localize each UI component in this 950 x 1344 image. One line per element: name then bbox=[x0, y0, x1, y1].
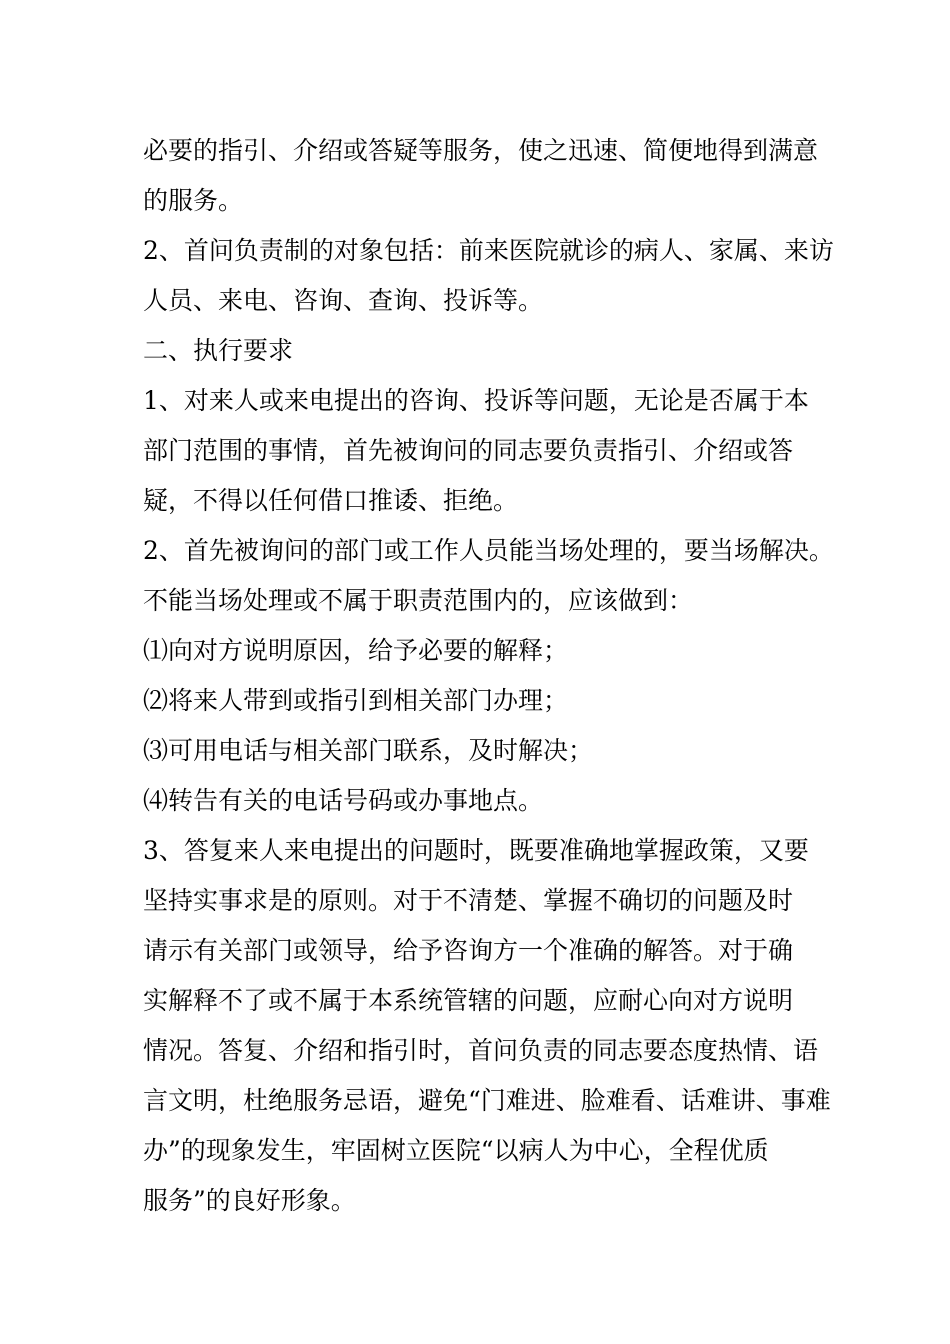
text-line: 情况。答复、介绍和指引时，首问负责的同志要态度热情、语 bbox=[143, 1036, 819, 1065]
text-line: 言文明，杜绝服务忌语，避免“门难进、脸难看、话难讲、事难 bbox=[143, 1086, 831, 1115]
text-line: 2、首先被询问的部门或工作人员能当场处理的，要当场解决。 bbox=[143, 536, 834, 565]
text-line: 请示有关部门或领导，给予咨询方一个准确的解答。对于确 bbox=[143, 936, 794, 965]
text-line: 部门范围的事情，首先被询问的同志要负责指引、介绍或答 bbox=[143, 436, 794, 465]
text-line: 2、首问负责制的对象包括：前来医院就诊的病人、家属、来访 bbox=[143, 236, 834, 265]
list-item: ⑴向对方说明原因，给予必要的解释； bbox=[143, 636, 569, 665]
list-item: ⑶可用电话与相关部门联系，及时解决； bbox=[143, 736, 594, 765]
text-line: 实解释不了或不属于本系统管辖的问题，应耐心向对方说明 bbox=[143, 986, 794, 1015]
text-line: 办”的现象发生，牢固树立医院“以病人为中心，全程优质 bbox=[143, 1136, 769, 1165]
text-line: 3、答复来人来电提出的问题时，既要准确地掌握政策，又要 bbox=[143, 836, 809, 865]
text-line: 疑，不得以任何借口推诿、拒绝。 bbox=[143, 486, 519, 515]
list-item: ⑵将来人带到或指引到相关部门办理； bbox=[143, 686, 569, 715]
text-line: 必要的指引、介绍或答疑等服务，使之迅速、简便地得到满意 bbox=[143, 136, 819, 165]
text-line: 服务”的良好形象。 bbox=[143, 1186, 356, 1215]
list-item: ⑷转告有关的电话号码或办事地点。 bbox=[143, 786, 544, 815]
text-line: 1、对来人或来电提出的咨询、投诉等问题，无论是否属于本 bbox=[143, 386, 809, 415]
section-heading: 二、执行要求 bbox=[143, 336, 294, 365]
text-line: 人员、来电、咨询、查询、投诉等。 bbox=[143, 286, 544, 315]
text-line: 不能当场处理或不属于职责范围内的，应该做到： bbox=[143, 586, 694, 615]
text-line: 坚持实事求是的原则。对于不清楚、掌握不确切的问题及时 bbox=[143, 886, 794, 915]
document-body bbox=[143, 126, 834, 1226]
text-line: 的服务。 bbox=[143, 186, 244, 215]
